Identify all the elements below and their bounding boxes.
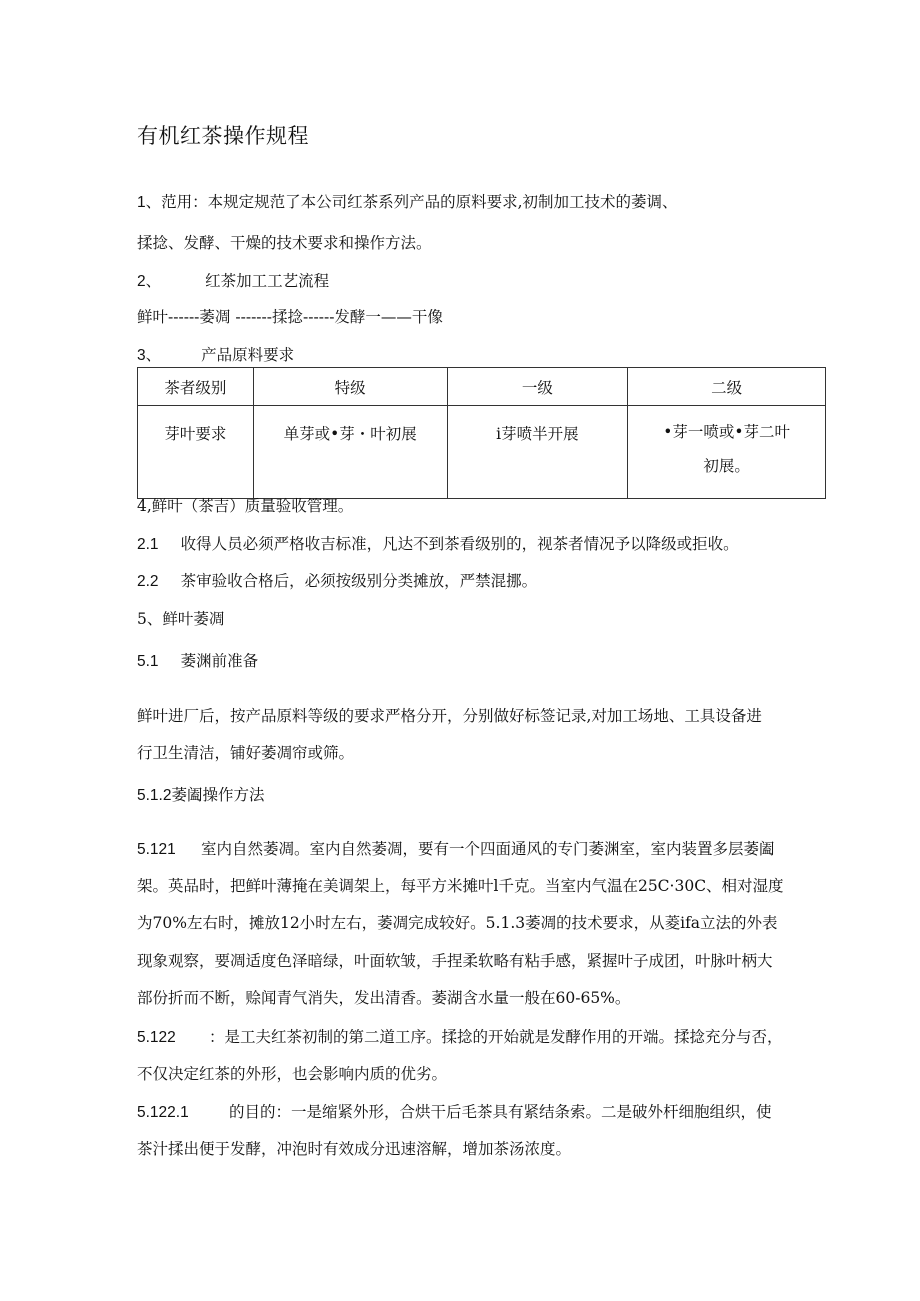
paragraph-5-122-line-1: [137, 1027, 836, 1048]
section-5-1-heading: [137, 651, 836, 672]
section-1-number: 1、: [137, 194, 162, 211]
paragraph-text: 室内自然萎凋。室内自然萎凋，要有一个四面通风的专门萎渊室，室内装置多层萎阖: [201, 840, 775, 858]
paragraph-5-122-1-line-1: [137, 1102, 836, 1123]
section-3-text: 产品原料要求: [201, 346, 295, 364]
paragraph-text: 萎渊前准备: [180, 652, 259, 670]
paragraph-5-121-line-1: [137, 839, 836, 860]
paragraph-line: 不仅决定红茶的外形，也会影响内质的优劣。: [137, 1065, 448, 1083]
paragraph-line: 部份折而不断，赊闻青气消失，发出清香。萎湖含水量一般在60-65%。: [137, 989, 631, 1007]
section-3-number: 3、: [137, 347, 162, 364]
paragraph-2-2: [137, 571, 836, 592]
paragraph-line: 鲜叶进厂后，按产品原料等级的要求严格分开，分别做好标签记录,对加工场地、工具设备进: [137, 707, 762, 725]
paragraph-text: 茶审验收合格后，必须按级别分类摊放，严禁混挪。: [180, 572, 538, 590]
section-2-number: 2、: [137, 273, 162, 290]
paragraph-number: 2.2: [137, 573, 159, 590]
section-2-text: 红茶加工工艺流程: [205, 272, 330, 290]
section-5-heading: 5、鲜叶萎凋: [137, 610, 225, 628]
paragraph-line: 行卫生清洁，铺好萎凋帘或筛。: [137, 744, 355, 762]
section-5-1-2-heading: 5.1.2萎阖操作方法: [137, 787, 265, 804]
table-header-cell: 茶者级别: [138, 368, 254, 406]
paragraph-number: 2.1: [137, 536, 159, 553]
table-cell: 单芽或•芽・叶初展: [253, 406, 447, 499]
section-1-text: 范用：本规定规范了本公司红茶系列产品的原料要求,初制加工技术的萎调、: [161, 193, 678, 211]
paragraph-line: 架。英品时，把鲜叶薄掩在美调架上，每平方米摊叶l千克。当室内气温在25C·30C、相对湿度: [137, 877, 784, 895]
table-cell: [628, 406, 826, 499]
paragraph-text: ：是工夫红茶初制的第二道工序。揉捻的开始就是发酵作用的开端。揉捻充分与否，: [209, 1028, 783, 1046]
paragraph-line: 茶汁揉出便于发酵，冲泡时有效成分迅速溶解，增加茶汤浓度。: [137, 1140, 572, 1158]
table-header-cell: 一级: [447, 368, 628, 406]
raw-material-table: [137, 367, 826, 499]
section-1-line-2: 揉捻、发酵、干燥的技术要求和操作方法。: [137, 234, 432, 252]
paragraph-text: 的目的：一是缩紧外形，合烘干后毛茶具有紧结条索。二是破外杆细胞组织，使: [229, 1103, 772, 1121]
table-row: [138, 406, 826, 499]
paragraph-line: 现象观察，要凋适度色泽暗绿，叶面软皱，手捏柔软略有粘手感，紧握叶子成团，叶脉叶柄大: [137, 952, 773, 970]
section-3-heading: [137, 345, 836, 366]
table-header-cell: 特级: [253, 368, 447, 406]
table-header-cell: 二级: [628, 368, 826, 406]
table-header-row: [138, 368, 826, 406]
paragraph-line: 为70%左右时，摊放12小时左右，萎凋完成较好。5.1.3萎凋的技术要求，从菱ifa立法的外表: [137, 914, 778, 932]
paragraph-text: 收得人员必须严格收吉标准，凡达不到茶看级别的，视茶者情况予以降级或拒收。: [180, 535, 739, 553]
paragraph-number: 5.122: [137, 1029, 176, 1046]
page-title: 有机红茶操作规程: [137, 125, 309, 148]
paragraph-number: 5.122.1: [137, 1104, 189, 1121]
table-row-label: 芽叶要求: [138, 406, 254, 499]
paragraph-number: 5.1: [137, 653, 159, 670]
table-cell-line: 初展。: [703, 457, 750, 475]
table-cell-line: •芽一喷或•芽二叶: [663, 423, 791, 441]
process-flow: 鲜叶------萎凋 -------揉捻------发酵一——干像: [137, 308, 443, 326]
section-4-heading: 4,鲜叶（茶吉）质量验收管理。: [137, 497, 354, 515]
paragraph-number: 5.121: [137, 841, 176, 858]
paragraph-2-1: [137, 534, 836, 555]
section-2-heading: [137, 271, 836, 292]
table-cell: i芽喷半开展: [447, 406, 628, 499]
section-1-line-1: [137, 192, 836, 213]
